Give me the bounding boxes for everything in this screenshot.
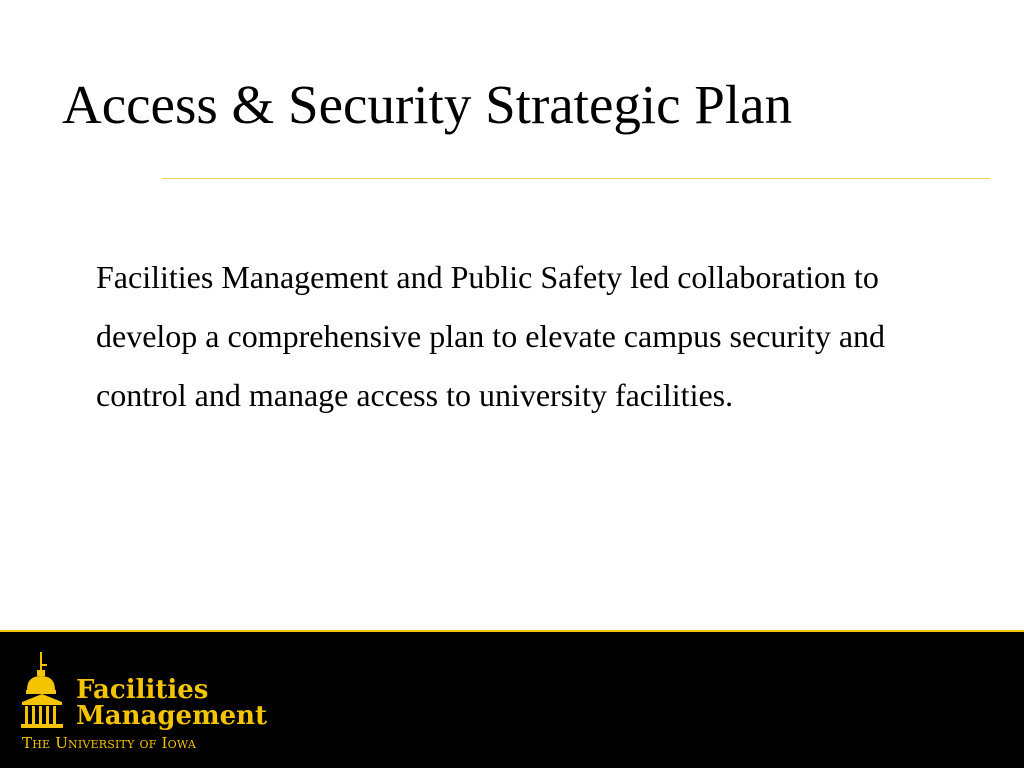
logo-facilities-text: Facilities (76, 675, 209, 705)
title-divider (162, 178, 990, 179)
old-capitol-dome-icon (18, 650, 66, 732)
logo-management-text: Management (76, 701, 268, 731)
slide-body-text: Facilities Management and Public Safety led collaboration to develop a comprehensive plan to elevate campus security and control and manage access to university facilities. (96, 259, 886, 413)
slide-title: Access & Security Strategic Plan (62, 74, 793, 135)
logo-university-text: The University of Iowa (22, 734, 196, 752)
